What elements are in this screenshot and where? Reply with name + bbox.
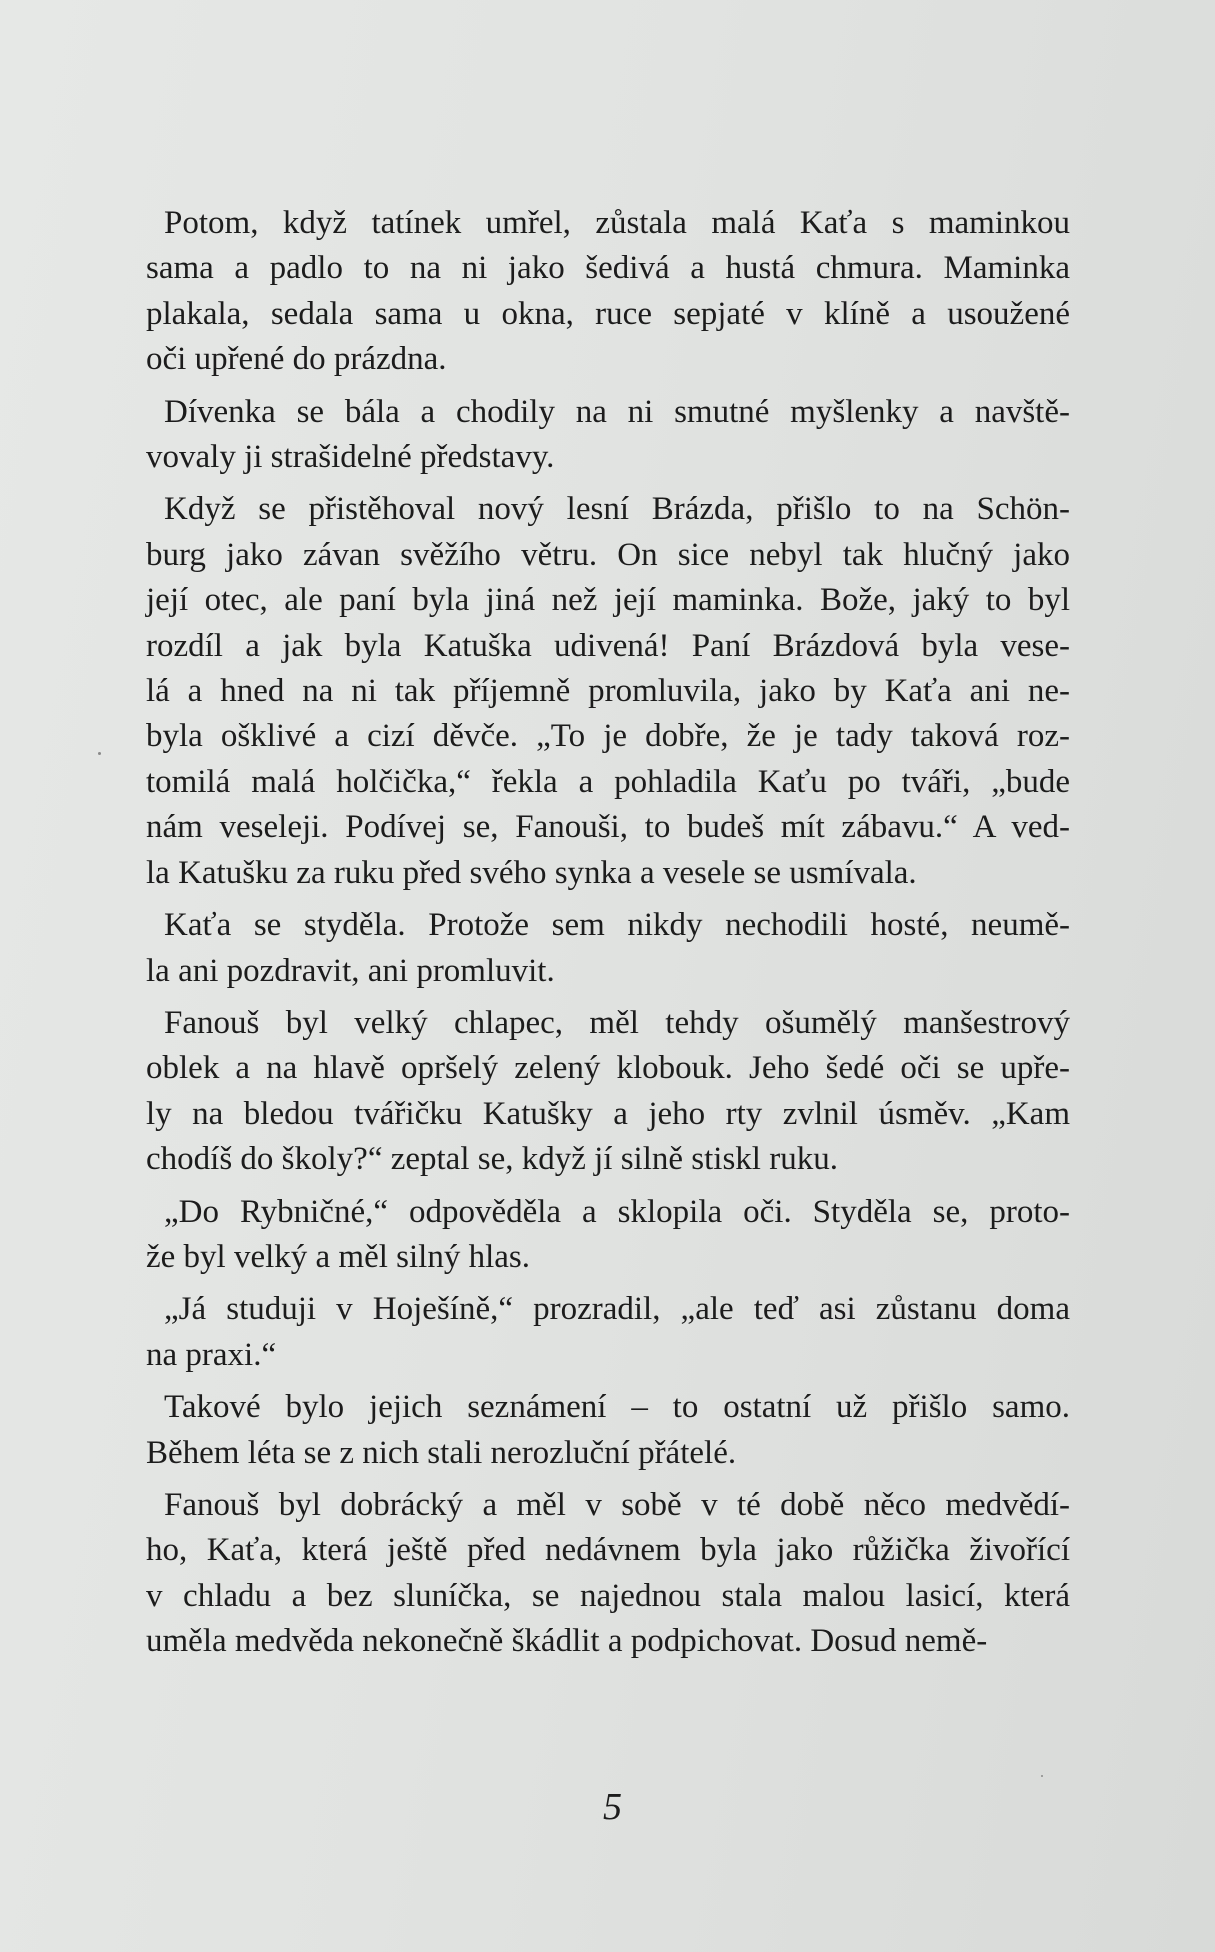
text-line: vovaly ji strašidelné představy. [146,439,555,476]
text-line: Fanouš byl velký chlapec, měl tehdy ošumělý manšestrový [164,1004,1070,1041]
paragraph [146,201,1070,383]
text-line: Když se přistěhoval nový lesní Brázda, přišlo to na Schön- [164,491,1070,528]
paragraph [146,903,1070,994]
text-line: byla ošklivé a cizí děvče. „To je dobře, že je tady taková roz- [146,718,1070,755]
paper-speck [1041,1775,1043,1777]
text-line: ly na bledou tvářičku Katušky a jeho rty zvlnil úsměv. „Kam [146,1095,1070,1132]
text-line: Potom, když tatínek umřel, zůstala malá Kaťa s maminkou [164,205,1070,241]
paragraph [146,390,1070,481]
text-line: uměla medvěda nekonečně škádlit a podpichovat. Dosud nemě- [146,1623,988,1660]
text-line: ho, Kaťa, která ještě před nedávnem byla jako růžička živořící [146,1532,1070,1569]
text-line: plakala, sedala sama u okna, ruce sepjaté v klíně a usoužené [146,295,1070,332]
text-line: na praxi.“ [146,1336,277,1373]
text-line: Takové bylo jejich seznámení – to ostatní už přišlo samo. [164,1389,1070,1426]
text-line: tomilá malá holčička,“ řekla a pohladila Kaťu po tváři, „bude [146,763,1070,800]
text-line: oči upřené do prázdna. [146,341,447,378]
text-line: chodíš do školy?“ zeptal se, když jí silně stiskl ruku. [146,1141,838,1178]
text-line: v chladu a bez sluníčka, se najednou stala malou lasicí, která [146,1577,1070,1614]
paragraph [146,1287,1070,1378]
text-line: la ani pozdravit, ani promluvit. [146,952,555,989]
paragraph [146,487,1070,896]
paragraph [146,1483,1070,1665]
text-line: la Katušku za ruku před svého synka a vesele se usmívala. [146,854,917,891]
paragraph [146,1001,1070,1183]
paragraph [146,1385,1070,1476]
text-line: „Já studuji v Hoješíně,“ prozradil, „ale teď asi zůstanu doma [164,1291,1070,1328]
text-line: Kaťa se styděla. Protože sem nikdy nechodili hosté, neumě- [164,907,1070,944]
body-text [146,201,1070,1672]
text-line: nám veseleji. Podívej se, Fanouši, to budeš mít zábavu.“ A ved- [146,809,1070,846]
text-line: Dívenka se bála a chodily na ni smutné myšlenky a navště- [164,393,1070,430]
text-line: Během léta se z nich stali nerozluční přátelé. [146,1434,737,1471]
text-line: že byl velký a měl silný hlas. [146,1238,530,1275]
text-line: sama a padlo to na ni jako šedivá a hustá chmura. Maminka [146,250,1070,287]
text-line: „Do Rybničné,“ odpověděla a sklopila oči. Styděla se, proto- [164,1193,1070,1230]
text-line: rozdíl a jak byla Katuška udivená! Paní Brázdová byla vese- [146,627,1070,664]
text-line: burg jako závan svěžího větru. On sice nebyl tak hlučný jako [146,536,1070,573]
page-number: 5 [603,1786,622,1828]
text-line: Fanouš byl dobrácký a měl v sobě v té době něco medvědí- [164,1486,1070,1523]
text-line: lá a hned na ni tak příjemně promluvila, jako by Kaťa ani ne- [146,673,1070,710]
paragraph [146,1190,1070,1281]
text-line: oblek a na hlavě opršelý zelený klobouk. Jeho šedé oči se upře- [146,1050,1070,1087]
text-line: její otec, ale paní byla jiná než její maminka. Bože, jaký to byl [146,582,1070,619]
paper-speck [98,752,101,755]
